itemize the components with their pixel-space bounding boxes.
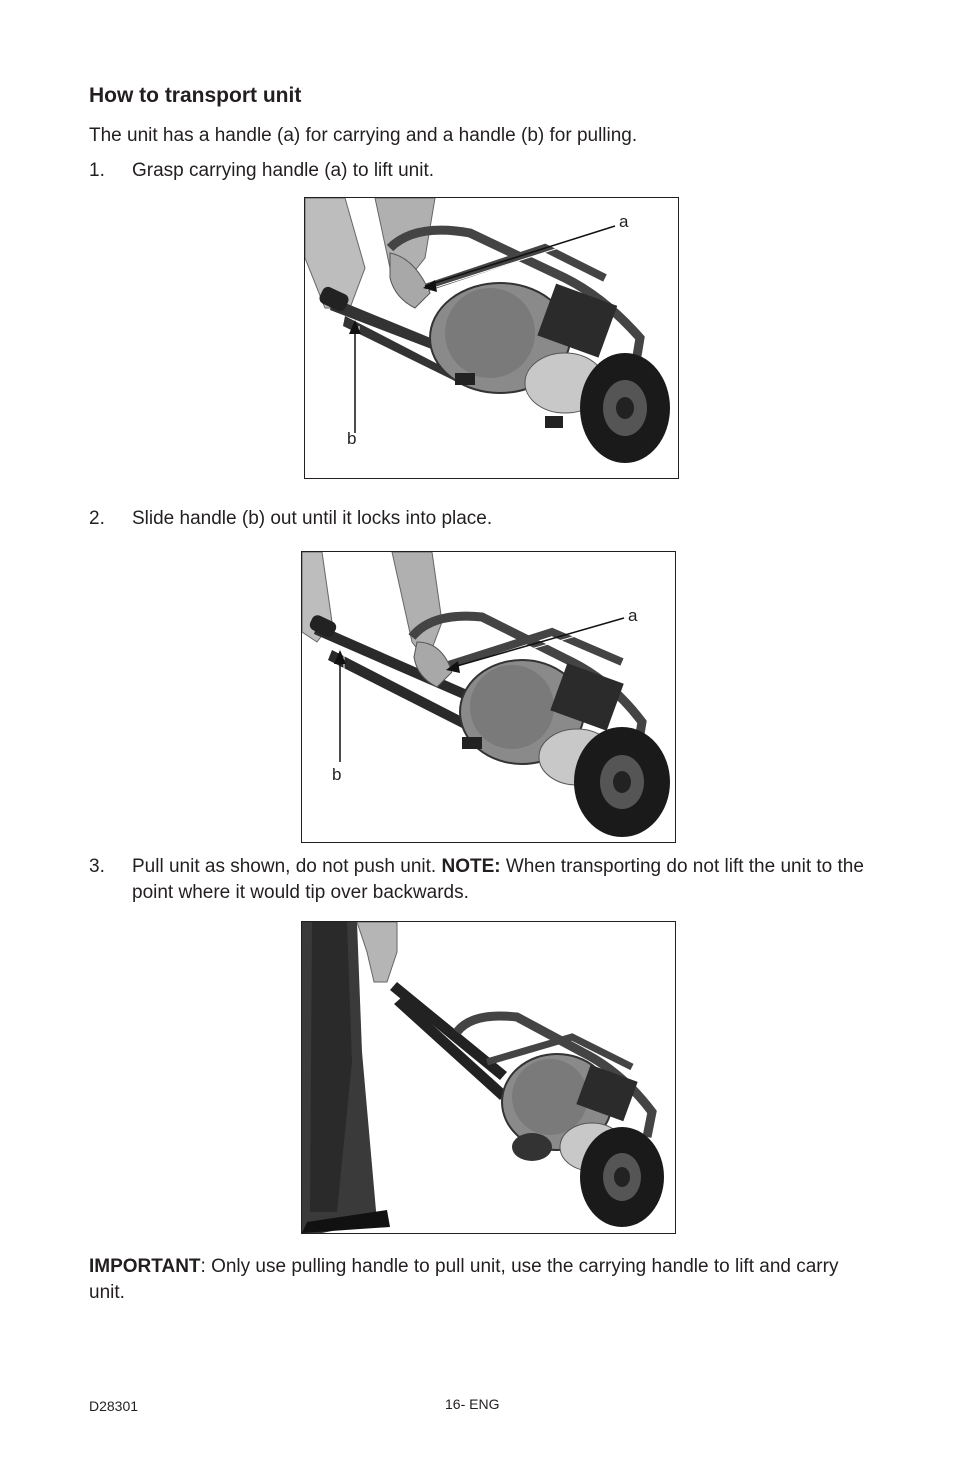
step-number: 3. [89,856,105,877]
compressor-photo-3 [302,922,675,1233]
section-heading: How to transport unit [89,84,302,107]
footer-model-number: D28301 [89,1398,139,1414]
label-b: b [347,429,357,448]
compressor-photo-1 [305,198,678,478]
figure-pull-handle-extended [301,551,676,843]
intro-paragraph: The unit has a handle (a) for carrying and a handle (b) for pulling. [89,125,638,146]
step-1 [89,158,879,184]
note-label: NOTE: [441,856,501,877]
step-2 [89,506,879,532]
label-a: a [619,212,629,231]
step-number: 2. [89,508,105,529]
important-note: IMPORTANT: Only use pulling handle to pull unit, use the carrying handle to lift and carry unit. [89,1256,839,1303]
step-text: Grasp carrying handle (a) to lift unit. [132,160,435,181]
figure-carry-handle [304,197,679,479]
footer-page-number: 16- ENG [445,1396,500,1412]
step-text: Slide handle (b) out until it locks into place. [132,508,493,529]
step-number: 1. [89,160,105,181]
important-label: IMPORTANT [89,1256,201,1277]
label-a: a [628,606,638,625]
step-text: Pull unit as shown, do not push unit. NOTE: When transporting do not lift the unit to the point where it would tip over backwards. [132,856,864,903]
compressor-photo-2 [302,552,675,842]
step-3 [89,854,879,906]
figure-pulling-unit [301,921,676,1234]
label-b: b [332,765,342,784]
